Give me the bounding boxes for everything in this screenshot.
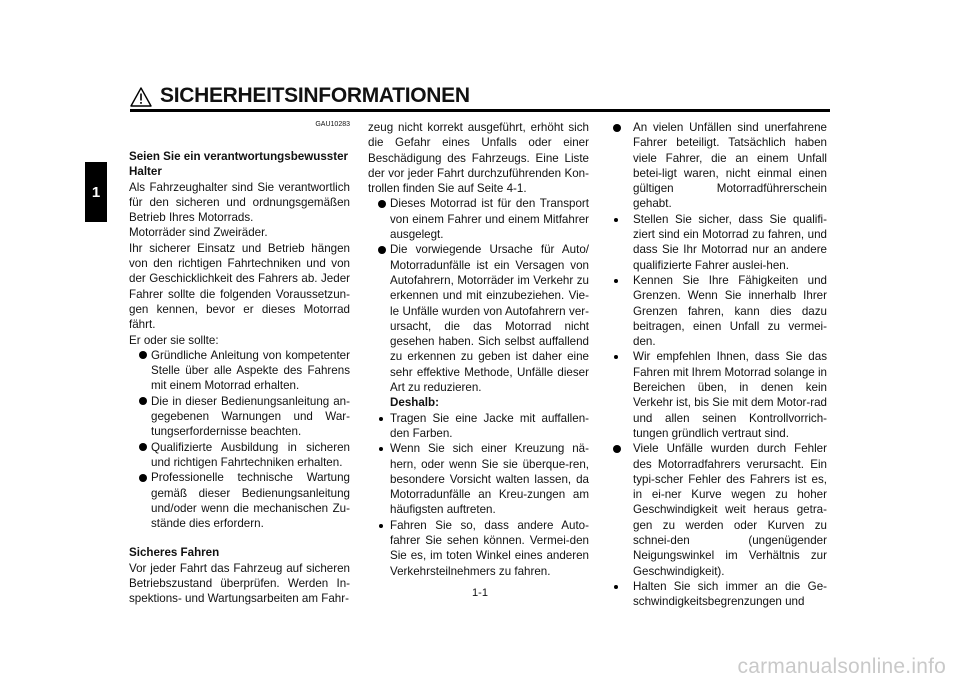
section-code: GAU10283 — [315, 121, 350, 128]
paragraph: Als Fahrzeughalter sind Sie verantwortlich für den sicheren und ordnungsgemäßen Betrieb Ihres Motorrads. — [129, 180, 350, 225]
paragraph: Vor jeder Fahrt das Fahrzeug auf sicheren Betriebszustand überprüfen. Werden In-spektions- und Wartungsarbeiten am Fahr- — [129, 561, 350, 606]
paragraph: Motorräder sind Zweiräder. — [129, 226, 268, 240]
column-3 — [611, 120, 827, 610]
column-2 — [368, 120, 589, 579]
heading-safe-riding: Sicheres Fahren — [129, 546, 220, 560]
list-item — [611, 120, 827, 212]
header-rule — [130, 109, 830, 112]
list-item: Fahren Sie so, dass andere Auto-fahrer Sie sehen können. Vermei-den Sie es, im toten Winkel eines anderen Verkehrsteilnehmers zu fahren. — [368, 518, 589, 579]
list-item: Tragen Sie eine Jacke mit auffallen-den Farben. — [368, 411, 589, 442]
column-1 — [129, 120, 350, 607]
list-item: Kennen Sie Ihre Fähigkeiten und Grenzen. Wenn Sie innerhalb Ihrer Grenzen fahren, kann dies dazu beitragen, einen Unfall zu vermei-den. — [611, 273, 827, 349]
chapter-tab-label: 1 — [91, 183, 101, 201]
chapter-tab — [85, 162, 107, 222]
label-deshalb: Deshalb: — [390, 396, 439, 410]
list-item: Qualifizierte Ausbildung in sicheren und richtigen Fahrtechniken erhalten. — [129, 440, 350, 471]
sub-bullet-list — [611, 212, 827, 441]
list-item-text: An vielen Unfällen sind unerfahrene Fahrer beteiligt. Tatsächlich haben viele Fahrer, die an einem Unfall betei-ligt waren, nicht einmal einen gültigen Motorradführerschein gehabt. — [633, 121, 827, 211]
list-item: Wenn Sie sich einer Kreuzung nä-hern, oder wenn Sie sie überque-ren, besondere Vorsicht walten lassen, da Motorradunfälle an Kreu-zungen am häufigsten auftreten. — [368, 441, 589, 517]
paragraph: zeug nicht korrekt ausgeführt, erhöht sich die Gefahr eines Unfalls oder einer Beschädigung des Fahrzeugs. Eine Liste der vor jeder Fahrt durchzuführenden Kon-trollen finden Sie auf Seite 4-1. — [368, 121, 589, 196]
watermark: carmanualsonline.info — [737, 655, 946, 678]
list-item: Die vorwiegende Ursache für Auto/ Motorradunfälle ist ein Versagen von Autofahrern, Motorräder im Verkehr zu erkennen und mit einzubeziehen. Vie-le Unfälle wurden von Autofahrern ver-ursacht, die das Motorrad nicht gesehen haben. Sich selbst auffallend zu erkennen zu geben ist daher eine sehr effektive Methode, Unfälle dieser Art zu reduzieren. — [368, 242, 589, 395]
list-item: Stellen Sie sicher, dass Sie qualifi-ziert sind ein Motorrad zu fahren, und dass Sie Ihr Motorrad nur an andere qualifizierte Fahrer auslei-hen. — [611, 212, 827, 273]
bullet-list — [611, 441, 827, 579]
list-item: Gründliche Anleitung von kompetenter Stelle über alle Aspekte des Fahrens mit einem Motorrad erhalten. — [129, 348, 350, 394]
bullet-list — [368, 196, 589, 395]
list-item: Dieses Motorrad ist für den Transport von einem Fahrer und einem Mitfahrer ausgelegt. — [368, 196, 589, 242]
page-number: 1-1 — [472, 587, 488, 599]
bullet-list — [129, 348, 350, 532]
list-item: Professionelle technische Wartung gemäß dieser Bedienungsanleitung und/oder wenn die mechanischen Zu-stände dies erfordern. — [129, 470, 350, 531]
list-item-text: Viele Unfälle wurden durch Fehler des Motorradfahrers verursacht. Ein typi-scher Fehler des Fahrers ist es, in ei-ner Kurve wegen zu hoher Geschwindigkeit weit heraus getra-gen zu werden oder Kurven zu schnei-den (ungenügender Neigungswinkel im Verhältnis zur Geschwindigkeit). — [633, 442, 827, 578]
list-item: Halten Sie sich immer an die Ge-schwindigkeitsbegrenzungen und — [611, 579, 827, 610]
bullet-list — [611, 120, 827, 212]
page-title: SICHERHEITSINFORMATIONEN — [160, 84, 470, 107]
heading-responsible-owner: Seien Sie ein verantwortungsbewusster Halter — [129, 150, 349, 179]
list-item: Die in dieser Bedienungsanleitung an-gegebenen Warnungen und War-tungserfordernisse beachten. — [129, 394, 350, 440]
paragraph: Ihr sicherer Einsatz und Betrieb hängen von den richtigen Fahrtechniken und von der Geschicklichkeit des Fahrers ab. Jeder Fahrer sollte die folgenden Voraussetzun-gen kennen, bevor er dieses Motorrad fährt. — [129, 241, 350, 332]
paragraph: Er oder sie sollte: — [129, 333, 219, 347]
list-item: Wir empfehlen Ihnen, dass Sie das Fahren mit Ihrem Motorrad solange in Bereichen üben, in denen kein Verkehr ist, bis Sie mit dem Motor-rad und allen seinen Kontrollvorrich-tungen gründlich vertraut sind. — [611, 349, 827, 441]
list-item — [611, 441, 827, 579]
warning-triangle-icon — [130, 86, 152, 108]
sub-bullet-list — [368, 411, 589, 579]
